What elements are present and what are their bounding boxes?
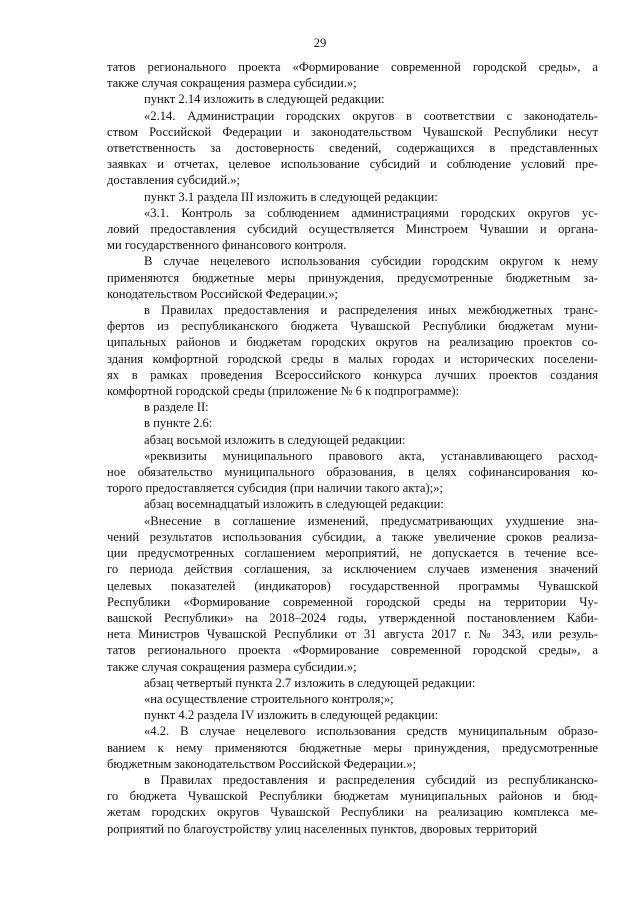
text-line: нета Министров Чувашской Республики от 31 августа 2017 г. № 343, или резуль- [107,627,598,642]
text-line: пункт 3.1 раздела III изложить в следующей редакции: [144,189,438,204]
text-line: татов регионального проекта «Формирование современной городской среды», а [107,60,598,74]
text-line: конодательством Российской Федерации.»; [107,286,339,301]
text-line: ми государственного финансового контроля. [107,238,347,253]
text-line: вашской Республики» на 2018–2024 годы, утвержденной постановлением Каби- [107,610,598,625]
text-line: ципальных районов и бюджетам городских округов на реализацию проектов со- [107,335,598,350]
text-line: «4.2. В случае нецелевого использования средств муниципальным образо- [144,724,598,739]
text-line: здания комфортной городской среды в малых городах и исторических поселени- [107,351,598,366]
text-line: «на осуществление строительного контроля;»; [144,691,394,706]
text-line: пункт 2.14 изложить в следующей редакции: [144,92,385,107]
paragraph [107,513,598,675]
text-line: абзац восемнадцатый изложить в следующей редакции: [144,497,444,512]
text-line: го периода действия соглашения, за исключением случаев изменения значений [107,562,598,577]
text-line: пункт 4.2 раздела IV изложить в следующей редакции: [144,708,439,723]
text-line: применяются бюджетные меры принуждения, предусмотренные бюджетным за- [107,270,598,285]
text-line: ловий предоставления субсидий осуществляется Минстроем Чувашии и органа- [107,222,598,237]
text-line: также случая сокращения размера субсидии.»; [107,659,357,674]
text-line: го бюджета Чувашской Республики бюджетам муниципальных районов и бюд- [107,789,598,804]
document-body [107,59,598,837]
text-line: ством Российской Федерации и законодательством Чувашской Республики несут [107,124,598,139]
paragraph [107,302,598,399]
text-line: абзац восьмой изложить в следующей редакции: [144,432,406,447]
text-line: в Правилах предоставления и распределения иных межбюджетных транс- [144,303,598,318]
text-line: фертов из республиканского бюджета Чувашской Республики бюджетам муни- [107,319,598,334]
text-line: ях в рамках проведения Всероссийского конкурса лучших проектов создания [107,367,598,382]
text-line: в Правилах предоставления и распределения субсидий из республиканско- [144,772,598,787]
text-line: комфортной городской среды (приложение № 6 к подпрограмме): [107,384,460,399]
text-line: «2.14. Администрации городских округов в соответствии с законодатель- [144,108,598,123]
text-line: заявках и отчетах, целевое использование субсидий и соблюдение условий пре- [107,157,598,172]
text-line: абзац четвертый пункта 2.7 изложить в следующей редакции: [144,675,476,690]
text-line: доставления субсидий.»; [107,173,241,188]
text-line: В случае нецелевого использования субсидии городским округом к нему [144,254,598,269]
paragraph [107,399,598,415]
text-line: Республики «Формирование современной городской среды на территории Чу- [107,594,598,609]
text-line: в пункте 2.6: [144,416,213,431]
paragraph [107,189,598,205]
paragraph [107,91,598,107]
text-line: также случая сокращения размера субсидии.»; [107,76,357,91]
text-line: жетам городских округов Чувашской Республики на реализацию комплекса ме- [107,805,598,820]
text-line: бюджетным законодательством Российской Федерации.»; [107,756,417,771]
text-line: ванием к нему применяются бюджетные меры принуждения, предусмотренные [107,740,598,755]
paragraph [107,448,598,497]
text-line: «Внесение в соглашение изменений, предусматривающих ухудшение зна- [144,513,598,528]
paragraph [107,496,598,512]
text-line: в разделе II: [144,400,209,415]
text-line: роприятий по благоустройству улиц населенных пунктов, дворовых территорий [107,821,538,836]
text-line: татов регионального проекта «Формирование современной городской среды», а [107,643,598,658]
paragraph [107,59,598,91]
text-line: торого предоставляется субсидия (при наличии такого акта);»; [107,481,443,496]
paragraph [107,691,598,707]
paragraph [107,675,598,691]
text-line: ции предусмотренных соглашением мероприятий, не допускается в течение все- [107,546,598,561]
text-line: ное обязательство муниципального образования, в целях софинансирования ко- [107,465,598,480]
paragraph [107,432,598,448]
paragraph [107,205,598,254]
page-number: 29 [313,36,327,50]
text-line: ответственность за достоверность сведений, содержащихся в представленных [107,141,598,156]
paragraph [107,108,598,189]
text-line: целевых показателей (индикаторов) государственной программы Чувашской [107,578,598,593]
text-line: чений результатов использования субсидии, а также увеличение сроков реализа- [107,529,598,544]
paragraph [107,723,598,772]
paragraph [107,253,598,302]
text-line: «реквизиты муниципального правового акта, устанавливающего расход- [144,448,598,463]
text-line: «3.1. Контроль за соблюдением администрациями городских округов ус- [144,205,598,220]
paragraph [107,772,598,837]
paragraph [107,415,598,431]
paragraph [107,707,598,723]
